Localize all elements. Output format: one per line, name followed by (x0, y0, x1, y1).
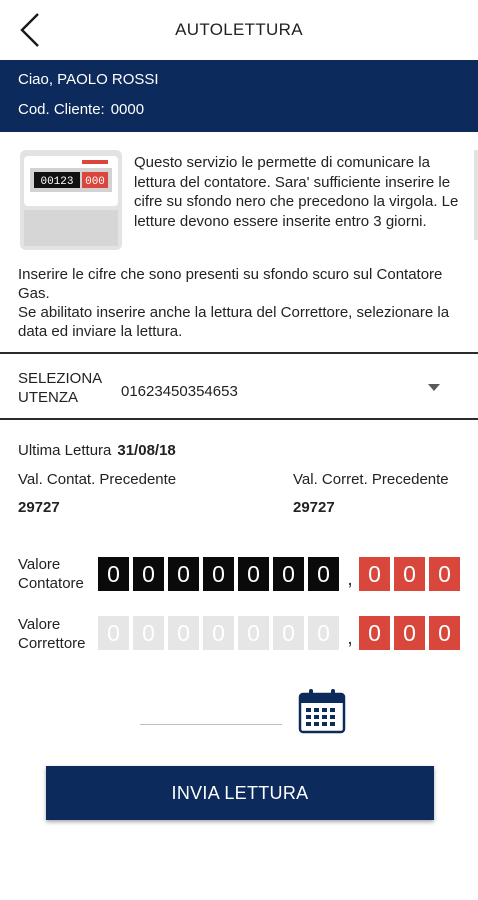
utenza-select-value[interactable]: 01623450354653 (121, 383, 238, 400)
contatore-digit-input[interactable]: 0 (98, 557, 129, 591)
last-reading-label: Ultima Lettura (18, 442, 112, 459)
client-code-label: Cod. Cliente: (18, 101, 105, 118)
contatore-digits (98, 557, 464, 591)
meter-black-digits: 00123 (40, 176, 74, 188)
send-reading-button[interactable]: INVIA LETTURA (46, 766, 434, 820)
divider (0, 418, 478, 420)
prev-correttore-label: Val. Corret. Precedente (293, 471, 449, 488)
contatore-digit-input[interactable]: 0 (168, 557, 199, 591)
divider (0, 352, 478, 354)
correttore-digit-input: 0 (98, 616, 129, 650)
user-greeting: Ciao, PAOLO ROSSI (18, 71, 159, 88)
user-info-bar (0, 60, 478, 132)
utenza-select-label: SELEZIONA UTENZA (18, 370, 102, 406)
correttore-digit-input: 0 (308, 616, 339, 650)
contatore-digit-input[interactable]: 0 (238, 557, 269, 591)
prev-contatore-value: 29727 (18, 499, 60, 516)
scroll-indicator (474, 150, 478, 240)
correttore-digit-input: 0 (203, 616, 234, 650)
correttore-digit-input: 0 (273, 616, 304, 650)
prev-correttore-value: 29727 (293, 499, 335, 516)
contatore-digit-input[interactable]: 0 (308, 557, 339, 591)
contatore-digit-input[interactable]: 0 (203, 557, 234, 591)
client-code (18, 101, 144, 118)
correttore-decimal-input[interactable]: 0 (429, 616, 460, 650)
contatore-decimal-input[interactable]: 0 (359, 557, 390, 591)
correttore-decimal-input[interactable]: 0 (394, 616, 425, 650)
gas-meter-icon (20, 150, 122, 250)
correttore-digits (98, 616, 464, 650)
correttore-digit-input: 0 (168, 616, 199, 650)
decimal-comma: , (347, 567, 353, 590)
prev-contatore-label: Val. Contat. Precedente (18, 471, 177, 488)
contatore-digit-input[interactable]: 0 (273, 557, 304, 591)
contatore-digit-input[interactable]: 0 (133, 557, 164, 591)
app-header (0, 0, 478, 60)
correttore-digit-input: 0 (133, 616, 164, 650)
meter-red-digits: 000 (85, 176, 105, 188)
date-input[interactable] (140, 724, 282, 725)
contatore-label: Valore Contatore (18, 556, 84, 592)
instructions-line-1: Inserire le cifre che sono presenti su sfondo scuro sul Contatore Gas. (18, 266, 443, 302)
instructions (18, 265, 468, 341)
calendar-icon[interactable] (298, 688, 346, 734)
contatore-decimal-input[interactable]: 0 (429, 557, 460, 591)
correttore-decimal-input[interactable]: 0 (359, 616, 390, 650)
contatore-decimal-input[interactable]: 0 (394, 557, 425, 591)
client-code-value: 0000 (110, 101, 145, 118)
decimal-comma: , (347, 626, 353, 649)
intro-description: Questo servizio le permette di comunicare la lettura del contatore. Sara' sufficiente inserire le cifre su sfondo nero che precedono la virgola. Le letture devono essere inserite entro 3 giorni. (134, 154, 459, 230)
dropdown-arrow-icon[interactable] (428, 384, 440, 391)
correttore-label: Valore Correttore (18, 616, 86, 652)
page-title: AUTOLETTURA (175, 20, 303, 39)
instructions-line-2: Se abilitato inserire anche la lettura del Correttore, selezionare la data ed inviare la lettura. (18, 304, 450, 340)
last-reading (18, 442, 176, 459)
correttore-digit-input: 0 (238, 616, 269, 650)
last-reading-date: 31/08/18 (117, 442, 176, 459)
